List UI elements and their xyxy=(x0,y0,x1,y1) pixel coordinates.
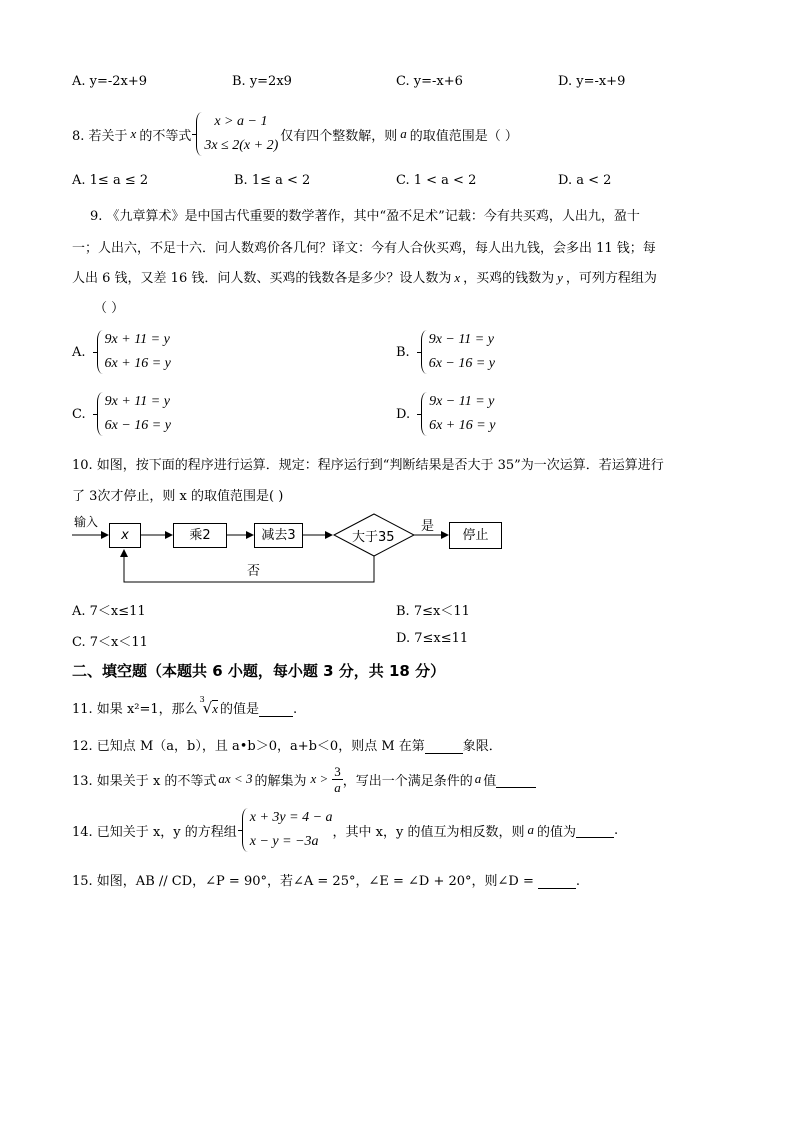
q9-option-a-system xyxy=(96,328,171,376)
q9-b-eq1: 9x − 11 = y xyxy=(428,332,494,347)
q13-solution: x > xyxy=(310,771,329,786)
q9-var-y: y xyxy=(557,270,563,285)
q12-pre: 12. 已知点 M（a，b），且 a•b＞0，a+b＜0，则点 M 在第 xyxy=(72,739,425,754)
q9-option-b-label: B. xyxy=(396,344,410,360)
q14-end: . xyxy=(614,822,619,838)
q15-end: . xyxy=(575,874,580,889)
q9-answer-bracket: （ ） xyxy=(94,301,125,316)
q8-suffix2: 的取值范围是（ ） xyxy=(409,128,518,144)
q9-var-x: x xyxy=(454,270,461,285)
flow-no-label: 否 xyxy=(247,564,261,579)
q13-var: a xyxy=(474,771,482,786)
q14-var: a xyxy=(527,822,534,837)
q15-answer-blank[interactable] xyxy=(538,874,576,889)
q9-a-eq1: 9x + 11 = y xyxy=(104,332,170,347)
q13 xyxy=(72,758,536,800)
q8-var-x: x xyxy=(130,126,137,141)
q7-option-c: C. y=-x+6 xyxy=(396,74,463,89)
q8-option-a: A. 1≤ a ≤ 2 xyxy=(72,173,149,188)
q9-option-d-label: D. xyxy=(396,406,411,422)
q8-inequality-system xyxy=(195,110,278,158)
q10-flowchart xyxy=(72,510,502,586)
flow-box-x: x xyxy=(109,523,141,548)
q9-b-eq2: 6x − 16 = y xyxy=(428,356,496,371)
q10-line-2: 了 3次才停止，则 x 的取值范围是( ) xyxy=(72,489,284,504)
q8-suffix1: 仅有四个整数解，则 xyxy=(280,128,398,144)
q10-option-a: A. 7＜x≤11 xyxy=(72,604,146,619)
flow-yes-label: 是 xyxy=(421,519,435,534)
q12 xyxy=(72,735,502,754)
q9-option-b xyxy=(396,328,495,376)
q15 xyxy=(72,870,580,889)
q9-c-eq2: 6x − 16 = y xyxy=(104,418,171,433)
q9-d-eq1: 9x − 11 = y xyxy=(429,394,495,409)
q11-root-index: 3 xyxy=(199,695,205,704)
q11-end: . xyxy=(293,702,298,717)
q13-fraction xyxy=(332,764,343,795)
q8-ineq-2: 3x ≤ 2(x + 2) xyxy=(204,138,279,153)
q14 xyxy=(72,806,618,854)
q12-answer-blank[interactable] xyxy=(425,739,463,754)
q9-option-c xyxy=(72,390,171,438)
q9-line-1: 9. 《九章算术》是中国古代重要的数学著作，其中“盈不足术”记载：今有共买鸡，人出九，盈十 xyxy=(90,209,640,224)
q8-option-d: D. a < 2 xyxy=(558,173,612,188)
q13-answer-blank[interactable] xyxy=(496,773,536,788)
q7-option-d: D. y=-x+9 xyxy=(558,74,626,89)
section-2-title: 二、填空题（本题共 6 小题，每小题 3 分，共 18 分） xyxy=(72,662,446,680)
q11-answer-blank[interactable] xyxy=(259,702,293,717)
flow-box-subtract: 减去3 xyxy=(254,523,303,548)
q8-ineq-1: x > a − 1 xyxy=(214,114,268,129)
q13-mid: 的解集为 xyxy=(254,773,307,789)
q14-post2: 的值为 xyxy=(536,824,576,840)
flow-box-multiply: 乘2 xyxy=(173,523,227,548)
q13-pre: 13. 如果关于 x 的不等式 xyxy=(72,773,217,789)
q14-post: ，其中 x，y 的值互为相反数，则 xyxy=(332,824,525,840)
flow-condition-label: 大于35 xyxy=(352,530,395,545)
q13-denominator: a xyxy=(334,779,341,795)
q14-pre: 14. 已知关于 x，y 的方程组 xyxy=(72,824,237,840)
q8-prefix: 8. 若关于 xyxy=(72,128,128,144)
q8-stem xyxy=(72,108,518,160)
q9-option-d-system xyxy=(420,390,495,438)
q9-line-3 xyxy=(72,267,657,286)
q13-post: ，写出一个满足条件的 xyxy=(342,773,473,789)
q8-option-b: B. 1≤ a < 2 xyxy=(234,173,311,188)
q9-d-eq2: 6x + 16 = y xyxy=(429,418,496,433)
q8-mid: 的不等式 xyxy=(139,128,192,144)
q9-line-3b: ，买鸡的钱数为 xyxy=(463,271,555,286)
q9-option-d xyxy=(396,390,495,438)
flow-box-stop: 停止 xyxy=(449,522,502,549)
q7-option-b: B. y=2x9 xyxy=(232,74,292,89)
q11-root-var: x xyxy=(212,701,218,716)
q12-post: 象限． xyxy=(462,739,502,754)
q14-eq1: x + 3y = 4 − a xyxy=(249,810,333,825)
q10-option-c: C. 7＜x＜11 xyxy=(72,635,148,650)
q9-option-c-system xyxy=(96,390,171,438)
flowchart-connectors xyxy=(72,510,502,586)
q13-numerator: 3 xyxy=(334,763,341,779)
q9-line-3a: 人出 6 钱，又差 16 钱．问人数、买鸡的钱数各是多少？设人数为 xyxy=(72,271,452,286)
q11-cube-root: 3 √x xyxy=(199,695,218,717)
q8-option-c: C. 1 < a < 2 xyxy=(396,173,477,188)
q10-line-1: 10. 如图，按下面的程序进行运算．规定：程序运行到“判断结果是否大于 35”为一次运算．若运算进行 xyxy=(72,458,664,473)
q8-var-a: a xyxy=(400,126,407,141)
q11-post: 的值是 xyxy=(220,702,260,717)
q11-pre: 11. 如果 x²=1，那么 xyxy=(72,702,198,717)
q9-option-a xyxy=(72,328,171,376)
q7-option-a: A. y=-2x+9 xyxy=(72,74,148,89)
q9-option-b-system xyxy=(420,328,495,376)
q14-equation-system xyxy=(241,806,333,854)
flow-input-label: 输入 xyxy=(74,515,99,529)
q10-option-d: D. 7≤x≤11 xyxy=(396,631,469,646)
q11 xyxy=(72,695,298,717)
q9-a-eq2: 6x + 16 = y xyxy=(104,356,171,371)
q14-answer-blank[interactable] xyxy=(576,823,614,838)
q13-inequality: ax < 3 xyxy=(218,771,253,786)
q13-end: 值 xyxy=(483,773,497,789)
q9-option-c-label: C. xyxy=(72,406,86,422)
q14-eq2: x − y = −3a xyxy=(249,834,319,849)
q9-c-eq1: 9x + 11 = y xyxy=(104,394,170,409)
q9-line-2: 一；人出六，不足十六．问人数鸡价各几何？译文：今有人合伙买鸡，每人出九钱，会多出 11 钱；每 xyxy=(72,241,656,256)
q9-option-a-label: A. xyxy=(72,344,86,360)
q10-option-b: B. 7≤x＜11 xyxy=(396,604,470,619)
q9-line-3c: ，可列方程组为 xyxy=(565,271,657,286)
q15-text: 15. 如图，AB // CD，∠P = 90°，若∠A = 25°，∠E = ∠D + 20°，则∠D = xyxy=(72,874,534,889)
